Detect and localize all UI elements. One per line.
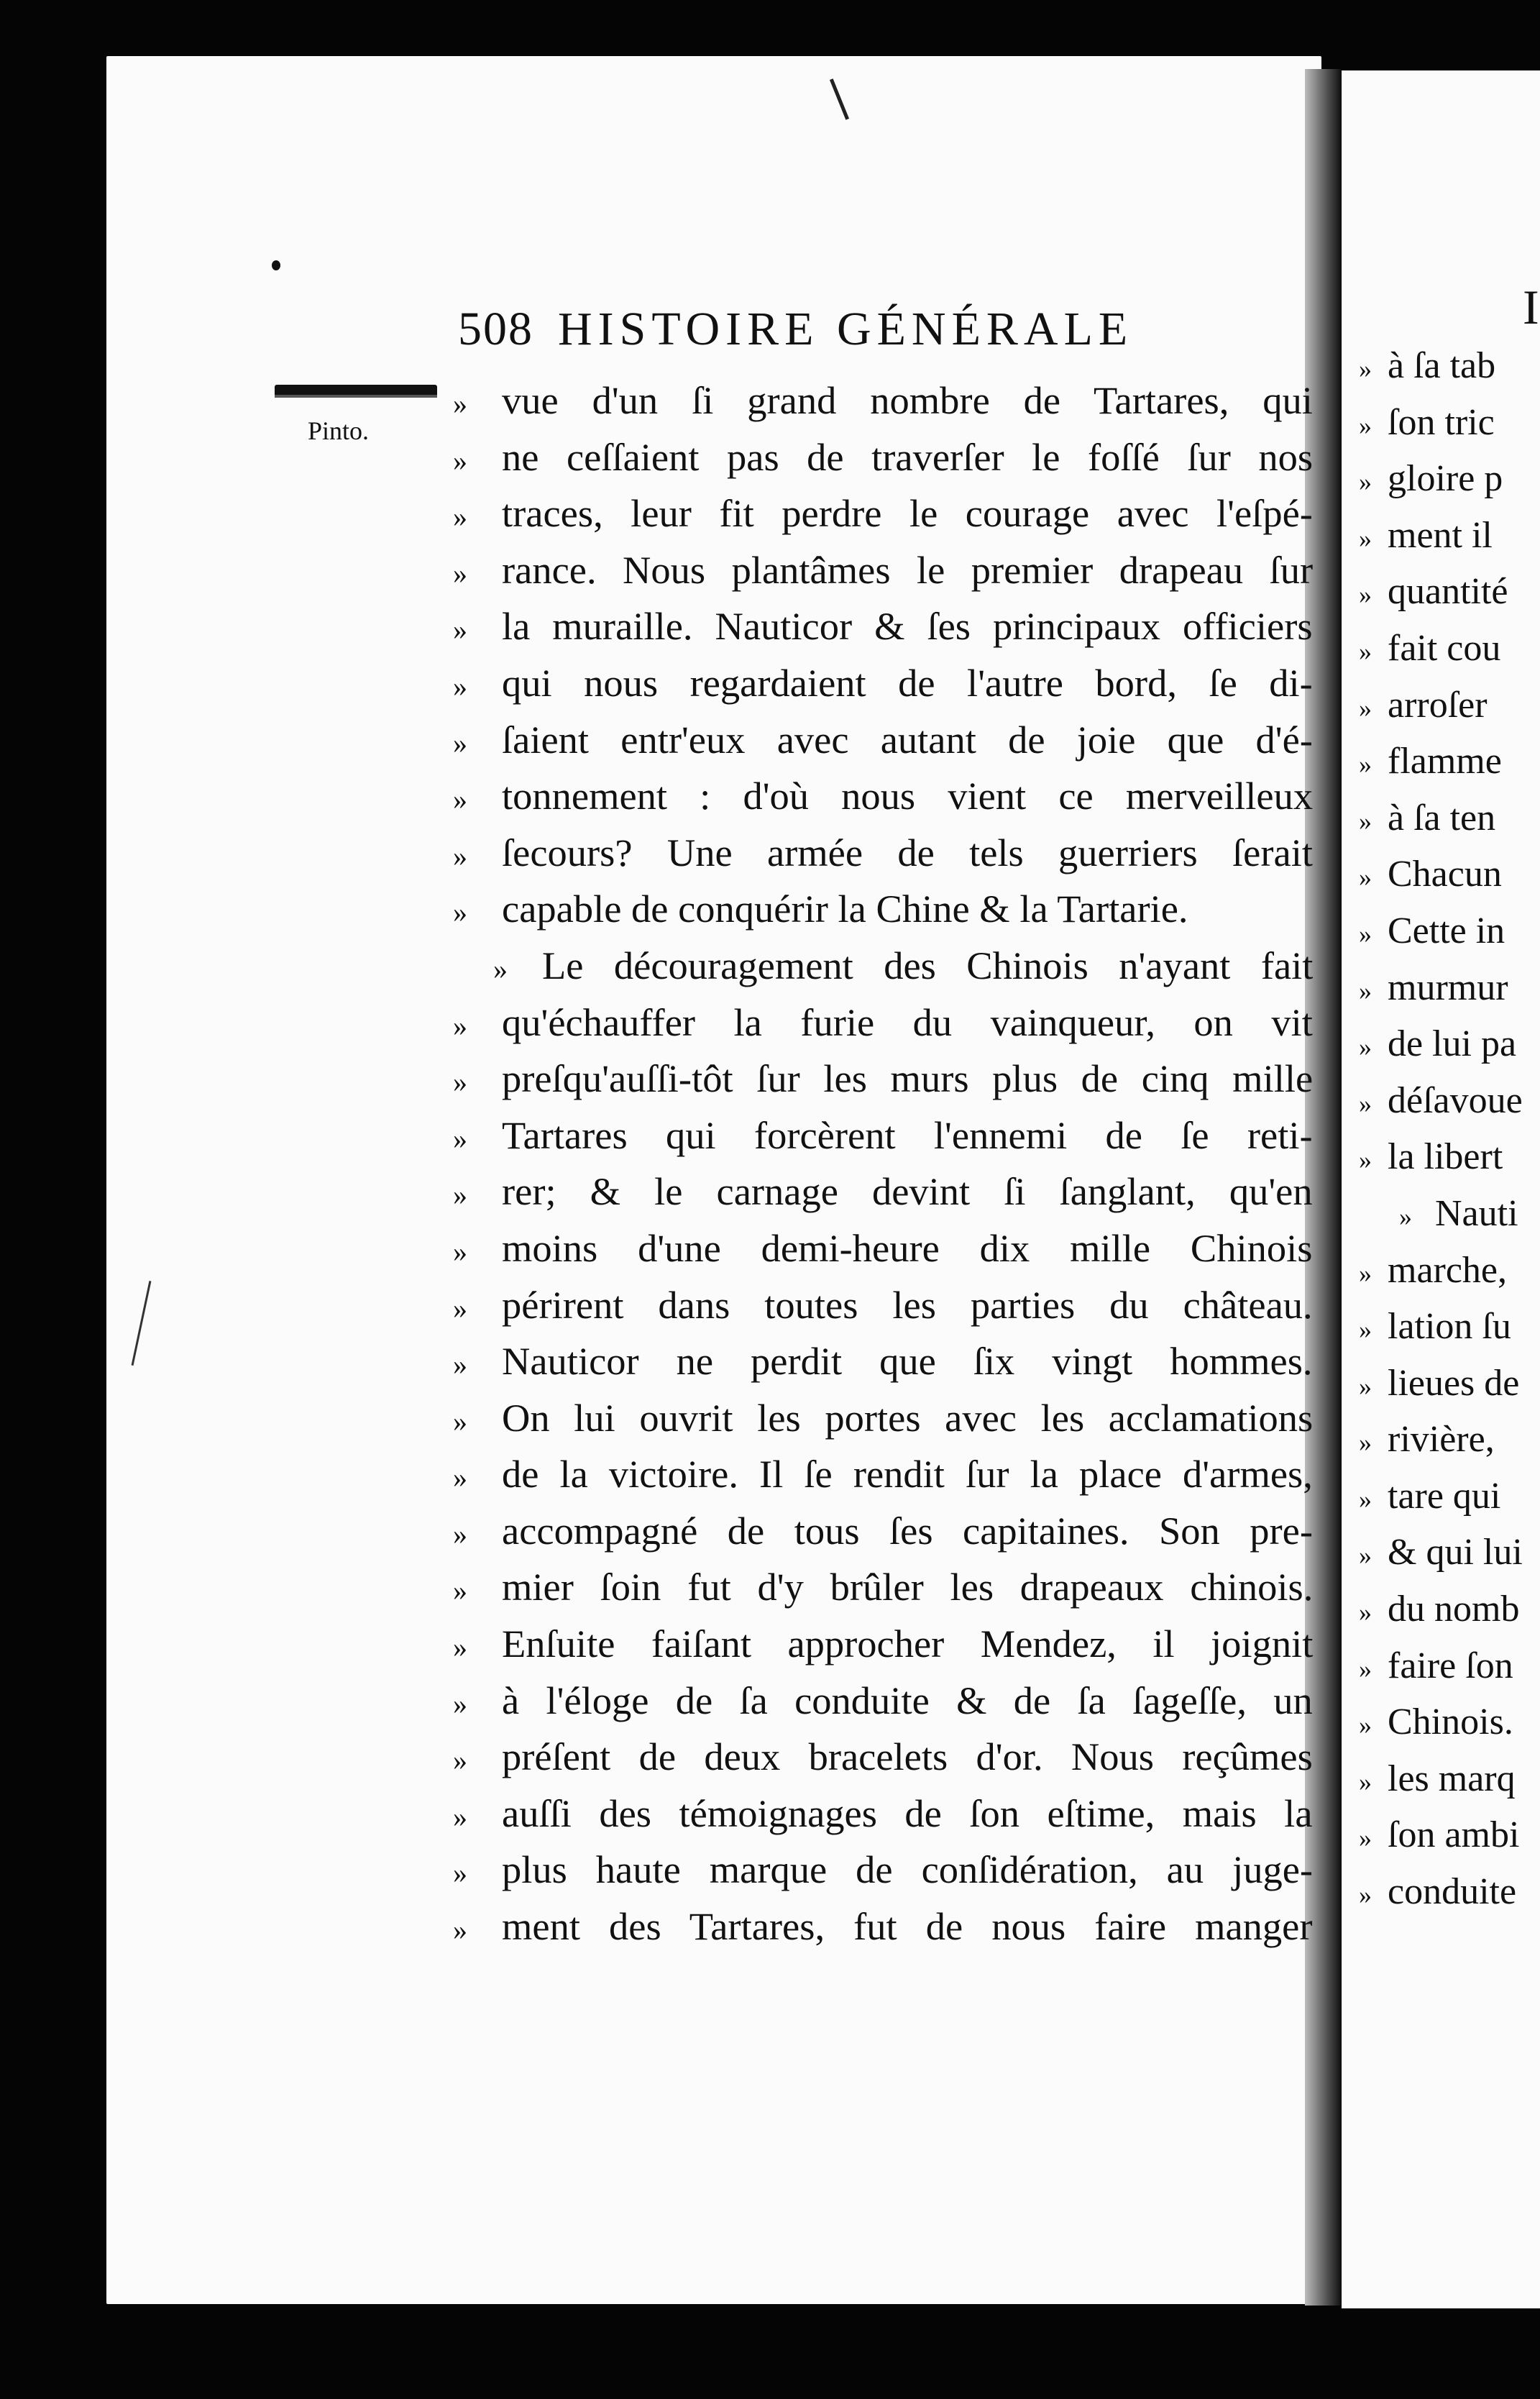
quote-mark: » [453, 1348, 467, 1381]
quote-mark: » [1359, 1146, 1372, 1175]
text-line [1359, 1186, 1540, 1243]
text-line [453, 938, 1313, 995]
text-line [453, 1898, 1313, 1955]
text-line [453, 881, 1313, 938]
line-text: de la victoire. Il ſe rendit ſur la place d'armes, [502, 1452, 1313, 1496]
quote-mark: » [453, 896, 467, 929]
quote-mark: » [1359, 1033, 1372, 1062]
text-line [1359, 1073, 1540, 1130]
line-text: lieues de [1388, 1362, 1520, 1404]
line-text: mier ſoin fut d'y brûler les drapeaux chinois. [502, 1565, 1314, 1609]
line-text: rivière, [1388, 1419, 1495, 1461]
text-line [1359, 1525, 1540, 1581]
quote-mark: » [453, 1574, 467, 1607]
line-text: auſſi des témoignages de ſon eſtime, mais la [502, 1791, 1313, 1835]
quote-mark: » [1359, 411, 1372, 440]
quote-mark: » [453, 1914, 467, 1947]
quote-mark: » [453, 726, 467, 759]
quote-mark: » [1359, 863, 1372, 892]
line-text: marche, [1388, 1249, 1508, 1291]
quote-mark: » [453, 1687, 467, 1720]
text-line [1359, 621, 1540, 677]
text-line [1359, 1243, 1540, 1299]
text-line [453, 542, 1313, 599]
quote-mark: » [493, 952, 508, 985]
quote-mark: » [1359, 919, 1372, 949]
quote-mark: » [1359, 1484, 1372, 1514]
line-text: ne ceſſaient pas de traverſer le foſſé ſur nos [502, 434, 1314, 479]
line-text: tare qui [1388, 1475, 1501, 1517]
line-text: lation ſu [1388, 1306, 1511, 1348]
text-line [1359, 1016, 1540, 1073]
text-line [453, 1729, 1313, 1786]
quote-mark: » [1399, 1202, 1412, 1231]
line-text: Enſuite faiſant approcher Mendez, il joignit [502, 1622, 1314, 1666]
line-text: On lui ouvrit les portes avec les acclamations [502, 1395, 1314, 1440]
text-line [1359, 1299, 1540, 1356]
quote-mark: » [1359, 636, 1372, 666]
quote-mark: » [453, 444, 467, 477]
text-line [453, 1503, 1313, 1560]
line-text: moins d'une demi-heure dix mille Chinois [502, 1225, 1313, 1270]
quote-mark: » [1359, 355, 1372, 383]
text-line [453, 1559, 1313, 1616]
quote-mark: » [453, 1292, 467, 1325]
line-text: ſon tric [1388, 401, 1495, 443]
text-line [453, 429, 1313, 486]
quote-mark: » [1359, 1315, 1372, 1345]
text-line [453, 1673, 1313, 1729]
quote-mark: » [453, 1800, 467, 1833]
text-line [453, 1051, 1313, 1107]
quote-mark: » [1359, 1258, 1372, 1288]
quote-mark: » [453, 1404, 467, 1438]
line-text: fait cou [1388, 627, 1501, 669]
quote-mark: » [453, 613, 467, 646]
quote-mark: » [453, 1857, 467, 1890]
text-line [1359, 1412, 1540, 1468]
text-line [453, 1220, 1313, 1277]
text-line [1359, 1356, 1540, 1412]
line-text: Nauticor ne perdit que ſix vingt hommes. [502, 1339, 1313, 1384]
quote-mark: » [453, 501, 467, 534]
quote-mark: » [453, 557, 467, 590]
text-line [453, 1446, 1313, 1503]
line-text: conduite [1388, 1871, 1517, 1913]
text-line [1359, 1129, 1540, 1186]
quote-mark: » [453, 1122, 467, 1155]
quote-mark: » [1359, 580, 1372, 610]
text-line [1359, 903, 1540, 960]
text-line [1359, 564, 1540, 621]
line-text: arroſer [1388, 684, 1488, 726]
line-text: qui nous regardaient de l'autre bord, ſe di- [502, 660, 1313, 705]
text-line [1359, 451, 1540, 508]
text-line [1359, 508, 1540, 565]
quote-mark: » [1359, 1767, 1372, 1796]
line-text: faire ſon [1388, 1645, 1513, 1686]
quote-mark: » [1359, 1598, 1372, 1627]
text-line [453, 712, 1313, 769]
text-line [1359, 846, 1540, 903]
quote-mark: » [453, 839, 467, 872]
quote-mark: » [1359, 750, 1372, 780]
line-text: à ſa tab [1388, 345, 1496, 386]
quote-mark: » [1359, 1089, 1372, 1118]
quote-mark: » [1359, 1541, 1372, 1571]
quote-mark: » [1359, 806, 1372, 836]
quote-mark: » [453, 1631, 467, 1664]
quote-mark: » [1359, 524, 1372, 553]
text-line [453, 1842, 1313, 1898]
quote-mark: » [453, 670, 467, 703]
text-line [1359, 734, 1540, 790]
line-text: Tartares qui forcèrent l'ennemi de ſe reti- [502, 1112, 1313, 1157]
quote-mark: » [453, 783, 467, 816]
line-text: rance. Nous plantâmes le premier drapeau ſur [502, 547, 1314, 592]
text-line [1359, 395, 1540, 452]
quote-mark: » [1359, 976, 1372, 1005]
text-line [453, 1390, 1313, 1447]
text-line [453, 1164, 1313, 1220]
quote-mark: » [1359, 1824, 1372, 1853]
line-text: la muraille. Nauticor & ſes principaux officiers [502, 604, 1313, 649]
quote-mark: » [453, 1461, 467, 1494]
line-text: périrent dans toutes les parties du château. [502, 1282, 1313, 1327]
text-line [1359, 1807, 1540, 1864]
line-text: Le découragement des Chinois n'ayant fait [542, 943, 1314, 987]
line-text: du nomb [1388, 1589, 1520, 1630]
line-text: la libert [1388, 1136, 1503, 1178]
text-line [453, 825, 1313, 882]
line-text: accompagné de tous ſes capitaines. Son pre- [502, 1508, 1313, 1553]
running-head [458, 302, 1133, 357]
line-text: ment des Tartares, fut de nous faire manger [502, 1904, 1313, 1949]
quote-mark: » [453, 1009, 467, 1042]
line-text: rer; & le carnage devint ſi ſanglant, qu'en [502, 1169, 1313, 1214]
quote-mark: » [453, 388, 467, 420]
right-running-head: I [1523, 280, 1539, 334]
line-text: ſon ambi [1388, 1814, 1520, 1856]
page-number: 508 [458, 303, 533, 355]
text-line [453, 598, 1313, 655]
text-line [1359, 1581, 1540, 1638]
line-text: ſecours? Une armée de tels guerriers ſerait [502, 830, 1313, 874]
line-text: plus haute marque de conſidération, au juge- [502, 1847, 1314, 1892]
line-text: ment il [1388, 514, 1493, 556]
quote-mark: » [453, 1066, 467, 1099]
quote-mark: » [1359, 1371, 1372, 1401]
text-line [1359, 1468, 1540, 1525]
margin-note: Pinto. [308, 416, 370, 445]
text-line [1359, 960, 1540, 1017]
quote-mark: » [453, 1744, 467, 1777]
line-text: de lui pa [1388, 1023, 1517, 1065]
text-line [1359, 677, 1540, 734]
line-text: préſent de deux bracelets d'or. Nous reçûmes [502, 1735, 1313, 1779]
line-text: traces, leur fit perdre le courage avec l'eſpé- [502, 491, 1313, 536]
line-text: murmur [1388, 967, 1508, 1008]
line-text: Chacun [1388, 854, 1502, 895]
text-line [453, 768, 1313, 825]
line-text: vue d'un ſi grand nombre de Tartares, qui [502, 378, 1313, 422]
quote-mark: » [1359, 693, 1372, 723]
quote-mark: » [1359, 1428, 1372, 1458]
text-line [1359, 1638, 1540, 1695]
text-line [453, 485, 1313, 542]
text-line [1359, 1751, 1540, 1808]
line-text: qu'échauffer la furie du vainqueur, on vit [502, 1000, 1313, 1044]
left-text-block [453, 373, 1313, 1955]
quote-mark: » [1359, 467, 1372, 497]
right-text-block [1359, 338, 1540, 1921]
text-line [453, 995, 1313, 1051]
line-text: preſqu'auſſi-tôt ſur les murs plus de cinq mille [502, 1056, 1314, 1101]
quote-mark: » [1359, 1654, 1372, 1683]
text-line [453, 1616, 1313, 1673]
text-line [453, 373, 1313, 429]
line-text: gloire p [1388, 458, 1503, 500]
quote-mark: » [1359, 1881, 1372, 1910]
line-text: & qui lui [1388, 1532, 1523, 1573]
line-text: tonnement : d'où nous vient ce merveilleux [502, 774, 1314, 818]
line-text: Chinois. [1388, 1701, 1513, 1743]
quote-mark: » [453, 1179, 467, 1212]
text-line [453, 1277, 1313, 1334]
running-head-title: HISTOIRE GÉNÉRALE [558, 303, 1134, 355]
line-text: ſaient entr'eux avec autant de joie que d'é- [502, 717, 1313, 762]
text-line [1359, 1694, 1540, 1751]
text-line [453, 1107, 1313, 1164]
ink-speck [272, 260, 280, 270]
text-line [1359, 1864, 1540, 1921]
line-text: quantité [1388, 571, 1508, 613]
margin-rule [275, 395, 437, 398]
line-text: déſavoue [1388, 1079, 1523, 1121]
quote-mark: » [453, 1517, 467, 1550]
line-text: à ſa ten [1388, 797, 1496, 838]
quote-mark: » [1359, 1711, 1372, 1740]
line-text: les marq [1388, 1758, 1516, 1799]
line-text: flamme [1388, 741, 1502, 782]
line-text: Cette in [1388, 910, 1505, 951]
text-line [453, 1786, 1313, 1842]
line-text: Nauti [1435, 1192, 1518, 1234]
text-line [453, 1333, 1313, 1390]
text-line [1359, 338, 1540, 395]
line-text: à l'éloge de ſa conduite & de ſa ſageſſe, un [502, 1678, 1313, 1722]
quote-mark: » [453, 1235, 467, 1268]
line-text: capable de conquérir la Chine & la Tartarie. [502, 887, 1188, 931]
text-line [1359, 790, 1540, 847]
text-line [453, 655, 1313, 712]
